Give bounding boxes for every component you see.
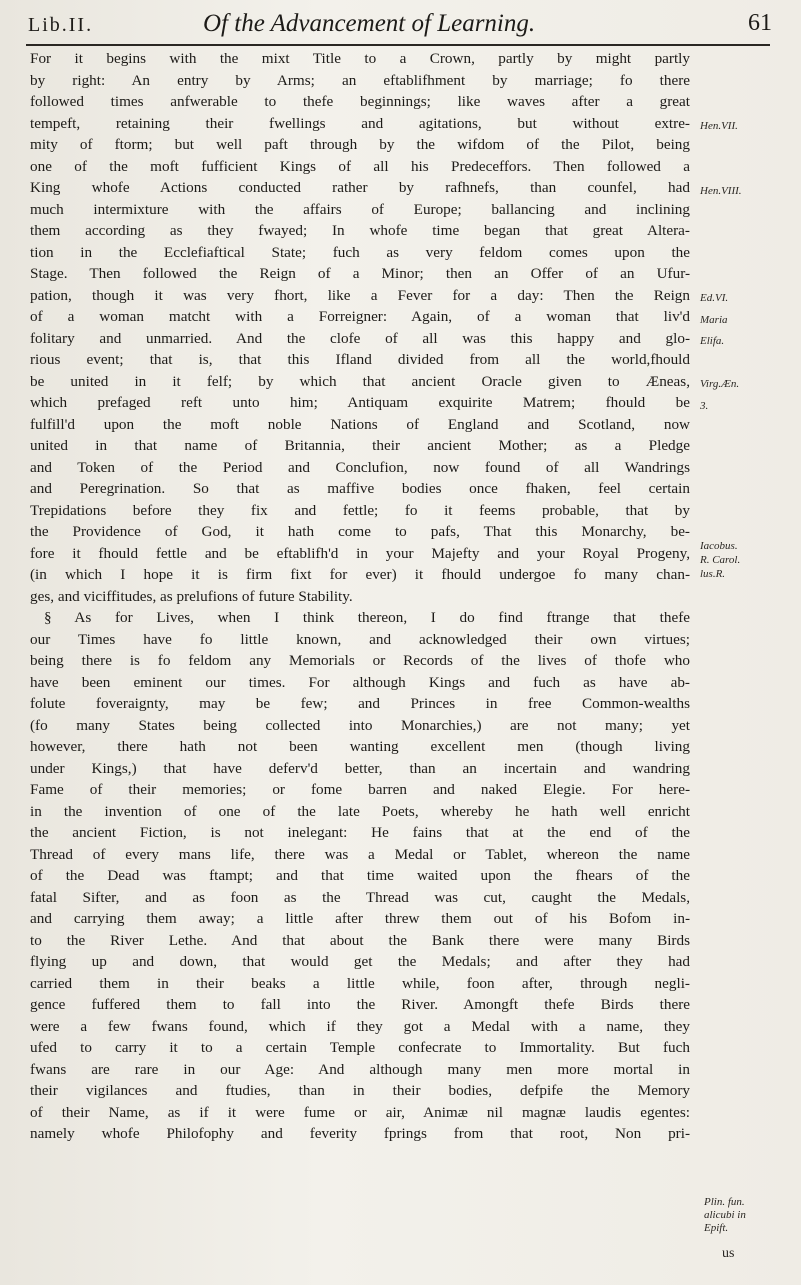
book-label: Lib.II.: [28, 14, 94, 36]
margin-note: Iacobus.: [700, 540, 738, 552]
text-line: fatal Sifter, and as foon as the Thread was cut, caught the Medals,: [30, 888, 690, 906]
text-line: folute foveraignty, may be few; and Princes in free Common-wealths: [30, 695, 690, 712]
margin-note: lus.R.: [700, 568, 726, 580]
text-line: namely whofe Philofophy and feverity fprings from that root, Non pri-: [30, 1125, 690, 1142]
text-line: which prefaged reft unto him; Antiquam exquirite Matrem; fhould be: [30, 394, 690, 411]
text-line: ufed to carry it to a certain Temple confecrate to Immortality. But fuch: [30, 1039, 690, 1056]
text-line: mity of ftorm; but well paft through by the wifdom of the Pilot, being: [30, 136, 690, 153]
text-line: one of the moft fufficient Kings of all his Predeceffors. Then followed a: [30, 157, 690, 175]
text-line: much intermixture with the affairs of Europe; ballancing and inclining: [30, 200, 690, 218]
text-line: our Times have fo little known, and acknowledged their own virtues;: [30, 630, 690, 648]
text-line: have been eminent our times. For although Kings and fuch as have ab-: [30, 673, 690, 691]
text-line: ges, and viciffitudes, as prelufions of future Stability.: [30, 587, 353, 605]
text-line: and Token of the Period and Conclufion, now found of all Wandrings: [30, 458, 690, 476]
text-line: and carrying them away; a little after threw them out of his Bofom in-: [30, 910, 690, 927]
text-line: For it begins with the mixt Title to a Crown, partly by might partly: [30, 50, 690, 67]
margin-note: Ed.VI.: [700, 292, 729, 304]
text-line: them according as they fwayed; In whofe time began that great Altera-: [30, 222, 690, 239]
text-line: being there is fo feldom any Memorials or Records of the lives of thofe who: [30, 652, 690, 669]
running-title: Of the Advancement of Learning.: [203, 10, 536, 37]
page-number: 61: [748, 10, 772, 36]
header-rule: [26, 44, 770, 46]
text-line: however, there hath not been wanting excellent men (though living: [30, 738, 690, 755]
text-line: fulfill'd upon the moft noble Nations of England and Scotland, now: [30, 415, 690, 433]
text-line: flying up and down, that would get the Medals; and after they had: [30, 953, 690, 970]
text-line: and Peregrination. So that as maffive bodies once fhaken, feel certain: [30, 480, 690, 497]
text-line: the Providence of God, it hath come to pafs, That this Monarchy, be-: [30, 523, 690, 540]
margin-note: R. Carol.: [700, 554, 741, 566]
text-line: be united in it felf; by which that ancient Oracle given to Æneas,: [30, 372, 690, 390]
text-line: by right: An entry by Arms; an eftablifhment by marriage; fo there: [30, 71, 690, 89]
margin-note: Maria: [700, 314, 728, 326]
text-line: fore it fhould fettle and be eftablifh'd in your Majefty and your Royal Progeny,: [30, 544, 690, 562]
text-line: Fame of their memories; or fome barren and naked Elegie. For here-: [30, 781, 690, 798]
text-line: Thread of every mans life, there was a Medal or Tablet, whereon the name: [30, 845, 690, 863]
margin-note: 3.: [700, 400, 709, 412]
text-line: folitary and unmarried. And the clofe of all was this happy and glo-: [30, 329, 690, 347]
text-line: (fo many States being collected into Monarchies,) are not many; yet: [30, 716, 690, 734]
text-line: in the invention of one of the late Poets, whereby he hath well enricht: [30, 802, 690, 820]
margin-note: alicubi in: [704, 1209, 746, 1221]
margin-note: Elifa.: [700, 335, 725, 347]
text-line: of the Dead was ftampt; and that time waited upon the fhears of the: [30, 867, 690, 884]
text-line: fwans are rare in our Age: And although many men more mortal in: [30, 1060, 690, 1078]
text-line: of a woman matcht with a Forreigner: Again, of a woman that liv'd: [30, 308, 690, 325]
text-line: § As for Lives, when I think thereon, I do find ftrange that thefe: [44, 609, 690, 626]
margin-note: Virg.Æn.: [700, 378, 740, 390]
text-line: tempeft, retaining their fwellings and agitations, but without extre-: [30, 114, 690, 132]
margin-note: Plin. fun.: [704, 1196, 745, 1208]
text-line: followed times anfwerable to thefe beginnings; like waves after a great: [30, 93, 690, 110]
text-line: pation, though it was very fhort, like a Fever for a day: Then the Reign: [30, 286, 690, 304]
text-line: King whofe Actions conducted rather by rafhnefs, than counfel, had: [30, 179, 690, 196]
text-line: under Kings,) that have deferv'd better, than an incertain and wandring: [30, 759, 690, 777]
text-line: tion in the Ecclefiaftical State; fuch as very feldom comes upon the: [30, 243, 690, 261]
body-text: [30, 48, 690, 1145]
text-line: carried them in their beaks a little while, foon after, through negli-: [30, 974, 690, 992]
text-line: their vigilances and ftudies, than in their bodies, defpife the Memory: [30, 1082, 690, 1099]
text-line: united in that name of Britannia, their ancient Mother; as a Pledge: [30, 437, 690, 454]
text-line: the ancient Fiction, is not inelegant: He fains that at the end of the: [30, 824, 690, 841]
text-line: were a few fwans found, which if they got a Medal with a name, they: [30, 1017, 690, 1035]
text-line: rious event; that is, that this Ifland divided from all the world,fhould: [30, 351, 690, 368]
text-line: Trepidations before they fix and fettle; fo it feems probable, that by: [30, 501, 690, 519]
text-line: to the River Lethe. And that about the Bank there were many Birds: [30, 931, 690, 949]
text-line: gence fuffered them to fall into the River. Amongft thefe Birds there: [30, 996, 690, 1013]
text-line: of their Name, as if it were fume or air, Animæ nil magnæ laudis egentes:: [30, 1103, 690, 1121]
text-line: (in which I hope it is firm fixt for ever) it fhould undergoe fo many chan-: [30, 566, 690, 583]
margin-note: Epift.: [704, 1222, 729, 1234]
margin-note: Hen.VII.: [700, 120, 738, 132]
catchword: us: [722, 1246, 735, 1261]
text-line: Stage. Then followed the Reign of a Minor; then an Offer of an Ufur-: [30, 265, 690, 282]
running-header: [28, 8, 772, 38]
margin-note: Hen.VIII.: [700, 185, 742, 197]
